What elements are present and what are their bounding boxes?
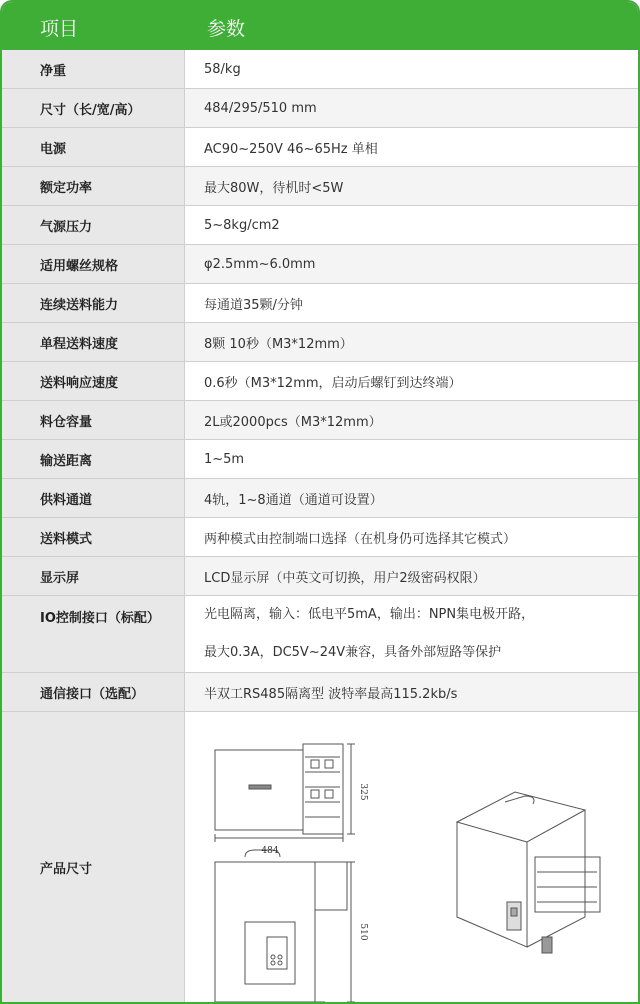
row-value: 484/295/510 mm — [185, 89, 638, 127]
row-label: 料仓容量 — [2, 401, 185, 439]
row-value: 两种模式由控制端口选择（在机身仍可选择其它模式） — [204, 531, 517, 547]
header-item: 项目 — [40, 18, 79, 40]
io-line-2: 最大0.3A，DC5V~24V兼容，具备外部短路等保护 — [204, 645, 502, 660]
table-row — [2, 479, 638, 518]
row-value — [185, 596, 638, 672]
table-row — [2, 128, 638, 167]
row-value: 8颗 10秒（M3*12mm） — [185, 323, 638, 361]
row-label: 适用螺丝规格 — [2, 245, 185, 283]
row-value: 58/kg — [204, 61, 241, 77]
dim-height-label: 325 — [358, 783, 368, 801]
table-row — [2, 518, 638, 557]
row-label: 供料通道 — [2, 479, 185, 517]
row-label: 通信接口（选配） — [2, 673, 185, 711]
row-label: 显示屏 — [2, 557, 185, 595]
technical-drawing — [185, 712, 640, 1004]
dim-width-label: 484 — [261, 846, 279, 856]
dim-depth-label: 510 — [358, 923, 368, 941]
spec-rows — [2, 50, 638, 596]
row-label: 额定功率 — [2, 167, 185, 205]
row-label: 电源 — [2, 128, 185, 166]
row-label: 产品尺寸 — [2, 712, 185, 1004]
table-row — [2, 557, 638, 596]
table-row-io — [2, 596, 638, 673]
table-row — [2, 323, 638, 362]
table-row — [2, 401, 638, 440]
table-row — [2, 284, 638, 323]
product-drawings — [185, 712, 640, 1004]
row-value: φ2.5mm~6.0mm — [185, 245, 638, 283]
row-label: 气源压力 — [2, 206, 185, 244]
table-row — [2, 167, 638, 206]
row-label: 送料响应速度 — [2, 362, 185, 400]
row-value: 0.6秒（M3*12mm，启动后螺钉到达终端） — [204, 375, 462, 391]
row-value: 2L或2000pcs（M3*12mm） — [185, 401, 638, 439]
row-label: 净重 — [2, 50, 185, 88]
table-row-comm — [2, 673, 638, 712]
row-label: 连续送料能力 — [2, 284, 185, 322]
row-value: 最大80W，待机时<5W — [185, 167, 638, 205]
row-label: 单程送料速度 — [2, 323, 185, 361]
row-value: 1~5m — [204, 451, 245, 467]
row-value: AC90~250V 46~65Hz 单相 — [204, 141, 378, 157]
header-param: 参数 — [207, 18, 246, 40]
row-label: IO控制接口（标配） — [2, 596, 185, 672]
row-value: 每通道35颗/分钟 — [204, 297, 303, 313]
row-value: LCD显示屏（中英文可切换，用户2级密码权限） — [185, 557, 638, 595]
table-row — [2, 50, 638, 89]
table-row — [2, 245, 638, 284]
table-header — [2, 2, 638, 50]
row-value: 4轨，1~8通道（通道可设置） — [185, 479, 638, 517]
row-label: 送料模式 — [2, 518, 185, 556]
table-row-product — [2, 712, 638, 1004]
row-label: 输送距离 — [2, 440, 185, 478]
table-row — [2, 206, 638, 245]
row-label: 尺寸（长/宽/高） — [2, 89, 185, 127]
table-row — [2, 362, 638, 401]
io-line-1: 光电隔离，输入：低电平5mA，输出：NPN集电极开路， — [204, 607, 535, 622]
row-value: 5~8kg/cm2 — [204, 217, 280, 233]
table-row — [2, 89, 638, 128]
row-value: 半双工RS485隔离型 波特率最高115.2kb/s — [185, 673, 638, 711]
table-row — [2, 440, 638, 479]
